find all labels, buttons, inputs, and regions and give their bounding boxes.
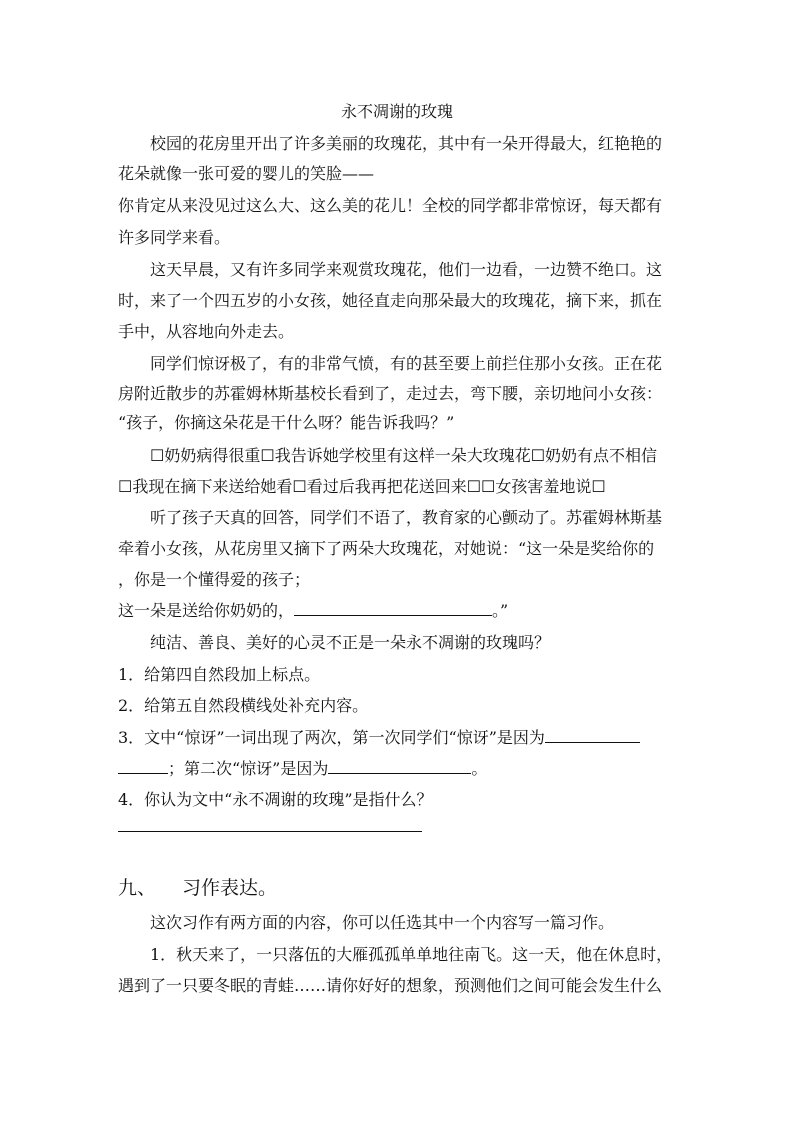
paragraph-1-line-2: 花朵就像一张可爱的婴儿的笑脸—— [118,164,375,183]
paragraph-2-line-3: 手中，从容地向外走去。 [118,322,295,341]
question-3-text: 3．文中“惊讶”一词出现了两次，第一次同学们“惊讶”是因为 [118,728,545,747]
paragraph-5-line-4-end: 。” [492,601,509,620]
answer-blank-q2[interactable] [294,601,492,616]
question-3-text-2: ；第二次“惊讶”是因为 [168,759,329,778]
section-9-number: 九、 [118,877,157,899]
section-9-intro: 这次习作有两方面的内容，你可以任选其中一个内容写一篇习作。 [150,913,615,932]
question-3-end: 。 [471,759,488,778]
paragraph-2-line-1: 这天早晨，又有许多同学来观赏玫瑰花，他们一边看，一边赞不绝口。这 [150,260,663,279]
article-title: 永不凋谢的玫瑰 [340,102,453,121]
paragraph-5-line-1: 听了孩子天真的回答，同学们不语了，教育家的心颤动了。苏霍姆林斯基 [150,508,663,527]
paragraph-1-line-4: 许多同学来看。 [118,228,231,247]
question-2: 2．给第五自然段横线处补充内容。 [118,696,369,715]
question-1: 1．给第四自然段加上标点。 [118,665,321,684]
paragraph-5-line-4 [118,601,508,621]
section-9-item-1-line-2: 遇到了一只要冬眠的青蛙……请你好好的想象，预测他们之间可能会发生什么 [118,976,663,995]
section-9-item-1-line-1: 1．秋天来了，一只落伍的大雁孤孤单单地往南飞。这一天，他在休息时， [150,945,673,964]
section-9-title: 习作表达。 [182,877,278,899]
answer-line-q4[interactable] [118,817,422,837]
paragraph-3-line-2: 房附近散步的苏霍姆林斯基校长看到了，走过去，弯下腰，亲切地问小女孩： [118,384,663,403]
paragraph-2-line-2: 时，来了一个四五岁的小女孩，她径直走向那朵最大的玫瑰花，摘下来，抓在 [118,291,663,310]
paragraph-5-line-2: 牵着小女孩，从花房里又摘下了两朵大玫瑰花，对她说：“这一朵是奖给你的 [118,539,655,558]
question-3-line-2 [118,759,487,779]
question-3-line-1 [118,728,640,748]
paragraph-5-line-4-text: 这一朵是送给你奶奶的， [118,601,295,620]
paragraph-3-line-1: 同学们惊讶极了，有的非常气愤，有的甚至要上前拦住那小女孩。正在花 [150,354,663,373]
paragraph-4-line-2: ☐我现在摘下来送给她看☐看过后我再把花送回来☐☐女孩害羞地说☐ [118,477,606,496]
answer-blank-q3-b[interactable] [118,759,168,774]
paragraph-5-line-3: ，你是一个懂得爱的孩子； [118,570,311,589]
paragraph-6: 纯洁、善良、美好的心灵不正是一朵永不凋谢的玫瑰吗？ [150,633,551,652]
paragraph-3-line-3: “孩子，你摘这朵花是干什么呀？能告诉我吗？” [118,413,455,432]
paragraph-1-line-3: 你肯定从来没见过这么大、这么美的花儿！全校的同学都非常惊讶，每天都有 [118,196,663,215]
answer-blank-q3-a[interactable] [545,728,640,743]
section-9-heading [118,876,277,900]
paragraph-4-line-1: ☐奶奶病得很重☐我告诉她学校里有这样一朵大玫瑰花☐奶奶有点不相信 [150,446,658,465]
answer-blank-q3-c[interactable] [328,759,471,774]
paragraph-1-line-1: 校园的花房里开出了许多美丽的玫瑰花，其中有一朵开得最大，红艳艳的 [150,134,663,153]
answer-blank-q4[interactable] [118,817,422,832]
question-4: 4．你认为文中“永不凋谢的玫瑰”是指什么？ [118,790,433,809]
